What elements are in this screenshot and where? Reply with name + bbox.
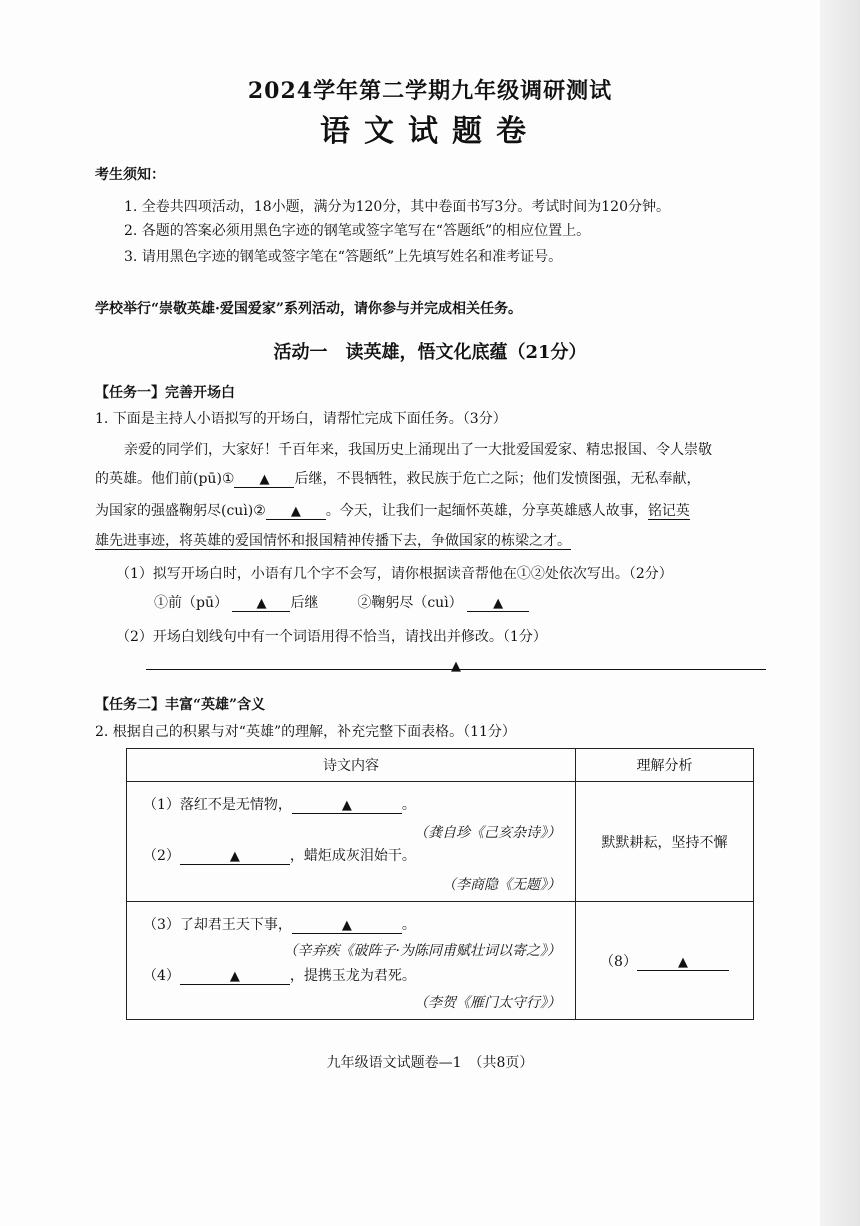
poem-line-1: （1）落红不是无情物， ▲ 。 (143, 797, 416, 813)
poem-source-1: （龚自珍《己亥杂诗》） (414, 825, 561, 841)
blank-marker: ▲ (229, 969, 240, 984)
blank-2 (266, 504, 326, 520)
blank-marker: ▲ (290, 504, 301, 519)
blank-marker: ▲ (341, 798, 352, 813)
passage-line-2 (95, 468, 700, 488)
answer-1-prefix: ①前（pū） (154, 595, 228, 611)
exam-subtitle: 语文试题卷 (320, 114, 540, 149)
poem-blank-4[interactable] (180, 969, 290, 985)
intro-text: 学校举行“崇敬英雄·爱国爱家”系列活动，请你参与并完成相关任务。 (95, 301, 522, 317)
passage-line-4 (95, 530, 571, 550)
poem-line-3: （3）了却君王天下事， ▲ 。 (143, 917, 416, 933)
answer-blank-1[interactable] (232, 596, 290, 612)
passage-line-3-start: 为国家的强盛鞠躬尽(cuì)② (95, 503, 266, 519)
answer-1-suffix: 后继 (290, 595, 319, 611)
answer-blank-2[interactable] (467, 596, 529, 612)
activity1-heading: 活动一 读英雄，悟文化底蕴（21分） (273, 342, 587, 363)
notice-item-1: 1. 全卷共四项活动，18小题，满分为120分，其中卷面书写3分。考试时间为120分钟。 (124, 199, 670, 215)
passage-line-1: 亲爱的同学们，大家好！千百年来，我国历史上涌现出了一大批爱国爱家、精忠报国、令人崇敬 (124, 442, 712, 458)
sub-question-1-answers (154, 592, 529, 612)
question-1: 1. 下面是主持人小语拟写的开场白，请帮忙完成下面任务。（3分） (95, 411, 507, 427)
task2-heading: 【任务二】丰富“英雄”含义 (95, 697, 266, 713)
answer-line-sub2[interactable] (146, 655, 766, 674)
col-header-content: 诗文内容 (127, 749, 576, 782)
notice-heading: 考生须知： (95, 167, 165, 183)
poem-source-4: （李贺《雁门太守行》） (414, 995, 561, 1011)
question-2: 2. 根据自己的积累与对“英雄”的理解，补充完整下面表格。（11分） (95, 724, 516, 740)
scan-edge-shadow (820, 0, 860, 1226)
passage-line-3-end: 。今天，让我们一起缅怀英雄，分享英雄感人故事， (325, 503, 648, 519)
col-header-analysis: 理解分析 (576, 749, 754, 782)
task1-heading: 【任务一】完善开场白 (95, 385, 235, 401)
table-row-2-content (127, 902, 576, 1020)
sub-question-1: （1）拟写开场白时，小语有几个字不会写，请你根据读音帮他在①②处依次写出。（2分） (116, 566, 673, 582)
blank-marker: ▲ (451, 659, 461, 674)
underlined-sentence: 雄先进事迹，将英雄的爱国情怀和报国精神传播下去，争做国家的栋梁之才。 (95, 533, 571, 549)
table-row-1-content (127, 782, 576, 902)
poem-table (126, 748, 754, 1020)
passage-line-2-end: 后继，不畏牺牲，救民族于危亡之际；他们发愤图强，无私奉献， (294, 471, 701, 487)
poem-blank-3[interactable] (292, 918, 402, 934)
poem-source-2: （李商隐《无题》） (442, 877, 561, 893)
poem-line-2: （2） ▲ ，蜡炬成灰泪始干。 (143, 848, 416, 864)
poem-blank-2[interactable] (180, 849, 290, 865)
poem-line-4: （4） ▲ ，提携玉龙为君死。 (143, 968, 416, 984)
analysis-1: 默默耕耘，坚持不懈 (576, 782, 754, 902)
blank-marker: ▲ (256, 596, 267, 611)
analysis-2 (576, 902, 754, 1020)
notice-item-3: 3. 请用黑色字迹的钢笔或签字笔在“答题纸”上先填写姓名和准考证号。 (124, 249, 563, 265)
poem-source-3: （辛弃疾《破阵子·为陈同甫赋壮词以寄之》） (283, 943, 561, 959)
blank-marker: ▲ (677, 954, 688, 970)
blank-marker: ▲ (493, 596, 504, 611)
passage-line-3 (95, 500, 690, 520)
answer-2-prefix: ②鞠躬尽（cuì） (357, 595, 463, 611)
blank-marker: ▲ (229, 849, 240, 864)
analysis-2-label: （8） (600, 953, 637, 970)
analysis-blank-8[interactable] (637, 955, 729, 971)
notice-item-2: 2. 各题的答案必须用黑色字迹的钢笔或签字笔写在“答题纸”的相应位置上。 (124, 223, 591, 239)
blank-marker: ▲ (341, 918, 352, 933)
page-footer: 九年级语文试题卷—1 （共8页） (326, 1055, 534, 1071)
blank-1 (234, 472, 294, 488)
passage-line-2-start: 的英雄。他们前(pū)① (95, 471, 235, 487)
poem-blank-1[interactable] (292, 798, 402, 814)
blank-marker: ▲ (259, 472, 270, 487)
underlined-sentence-start: 铭记英 (647, 503, 690, 519)
exam-title: 2024学年第二学期九年级调研测试 (247, 78, 613, 104)
sub-question-2: （2）开场白划线句中有一个词语用得不恰当，请找出并修改。（1分） (116, 629, 547, 645)
